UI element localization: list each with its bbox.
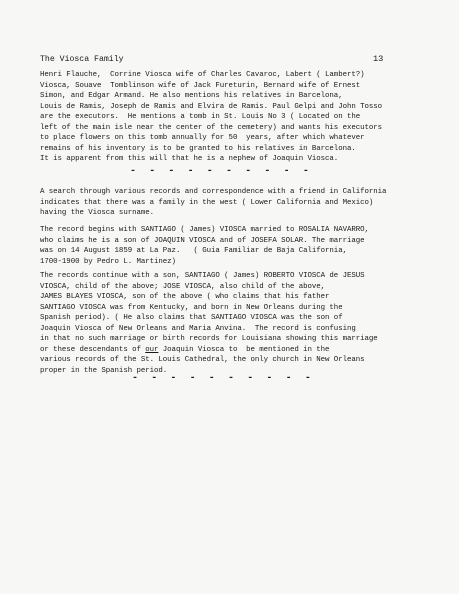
text-line: The record begins with SANTIAGO ( James) VIOSCA married to ROSALIA NAVARRO, (40, 226, 369, 234)
text-line: VIOSCA, child of the above; JOSE VIOSCA, also child of the above, (40, 282, 326, 291)
text-segment: or these descendants of (40, 345, 146, 354)
text-line: proper in the Spanish period. (40, 366, 168, 375)
paragraph-will-relatives (40, 70, 425, 154)
underlined-word: our (145, 345, 159, 354)
text-line: A search through various records and correspondence with a friend in California (40, 188, 387, 196)
text-line: SANTIAGO VIOSCA was from Kentucky, and born in New Orleans during the (40, 303, 343, 312)
text-line: Louis de Ramis, Joseph de Ramis and Elvira de Ramis. Paul Gelpi and John Tosso (40, 102, 383, 111)
text-line: to place flowers on this tomb annually for 50 years, after which whatever (40, 134, 365, 142)
page-number: 13 (373, 54, 384, 64)
text-line: are the executors. He mentions a tomb in St. Louis No 3 ( Located on the (40, 113, 361, 121)
text-line: having the Viosca surname. (40, 209, 155, 217)
text-line: who claims he is a son of JOAQUIN VIOSCA and of JOSEFA SOLAR. The marriage (40, 236, 365, 245)
paragraph-records-continue (40, 271, 425, 376)
text-line: indicates that there was a family in the west ( Lower California and Mexico) (40, 198, 374, 207)
text-line: The records continue with a son, SANTIAGO ( James) ROBERTO VIOSCA de JESUS (40, 272, 365, 280)
text-line: was on 14 August 1859 at La Paz. ( Guia Familiar de Baja California, (40, 247, 347, 255)
text-segment: Joaquin Viosca to be mentioned in the (158, 345, 330, 354)
text-line: 1700-1900 by Pedro L. Martinez) (40, 257, 176, 266)
text-line: remains of his inventory is to be granted to his relatives in Barcelona. (40, 144, 356, 153)
text-line: Henri Flauche, Corrine Viosca wife of Charles Cavaroc, Labert ( Lambert?) (40, 71, 365, 79)
text-line: JAMES BLAYES VIOSCA, son of the above ( who claims that his father (40, 293, 330, 301)
page-header-title: The Viosca Family (40, 55, 124, 64)
text-line: left of the main isle near the center of the cemetery) and wants his executors (40, 123, 383, 132)
text-line-with-underline (40, 345, 425, 356)
text-line: various records of the St. Louis Cathedral, the only church in New Orleans (40, 356, 365, 364)
text-line: Joaquin Viosca of New Orleans and Maria Anvina. The record is confusing (40, 324, 356, 333)
text-line: in that no such marriage or birth records for Louisiana showing this marriage (40, 335, 378, 343)
text-line: It is apparent from this will that he is a nephew of Joaquin Viosca. (40, 155, 339, 163)
paragraph-record-begins (40, 225, 425, 267)
text-line: Simon, and Edgar Armand. He also mentions his relatives in Barcelona, (40, 92, 343, 100)
paragraph-nephew (40, 154, 425, 165)
text-line: Viosca, Souave Tomblinson wife of Jack Fureturin, Bernard wife of Ernest (40, 81, 361, 90)
section-divider: - - - - - - - - - - (132, 373, 315, 384)
text-line: Spanish period). ( He also claims that SANTIAGO VIOSCA was the son of (40, 314, 343, 322)
paragraph-search-records (40, 187, 425, 219)
section-divider: - - - - - - - - - - (130, 166, 313, 177)
